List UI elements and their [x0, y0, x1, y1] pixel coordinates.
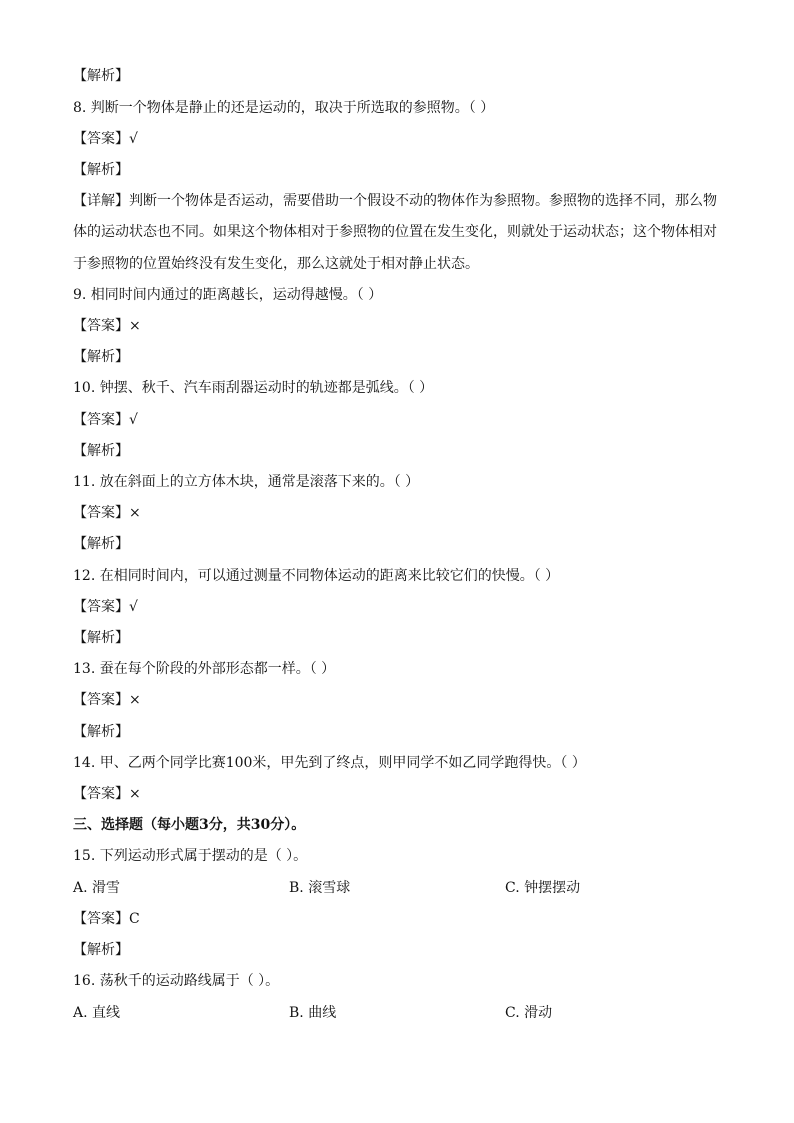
question-15: 15. 下列运动形式属于摆动的是（ ）。: [73, 848, 308, 864]
section-3-heading: 三、选择题（每小题3分，共30分）。: [73, 817, 306, 833]
analysis-label-8: 【解析】: [73, 162, 129, 178]
analysis-label-10: 【解析】: [73, 443, 129, 459]
q15-option-b: B. 滚雪球: [289, 880, 351, 896]
answer-12: 【答案】√: [73, 599, 138, 615]
analysis-label-12: 【解析】: [73, 630, 129, 646]
detail-8-line-1: 【详解】判断一个物体是否运动，需要借助一个假设不动的物体作为参照物。参照物的选择不同，那么物: [73, 193, 717, 209]
q15-option-a: A. 滑雪: [73, 880, 121, 896]
analysis-label-11: 【解析】: [73, 536, 129, 552]
analysis-label-13: 【解析】: [73, 724, 129, 740]
answer-15: 【答案】C: [73, 911, 140, 927]
question-10: 10. 钟摆、秋千、汽车雨刮器运动时的轨迹都是弧线。（ ）: [73, 380, 434, 396]
answer-9: 【答案】×: [73, 318, 141, 334]
answer-14: 【答案】×: [73, 786, 141, 802]
answer-8: 【答案】√: [73, 131, 138, 147]
answer-11: 【答案】×: [73, 505, 141, 521]
question-16: 16. 荡秋千的运动路线属于（ ）。: [73, 973, 280, 989]
question-14: 14. 甲、乙两个同学比赛100米，甲先到了终点，则甲同学不如乙同学跑得快。（ ）: [73, 755, 586, 771]
question-13: 13. 蚕在每个阶段的外部形态都一样。（ ）: [73, 661, 336, 677]
question-11: 11. 放在斜面上的立方体木块，通常是滚落下来的。（ ）: [73, 474, 420, 490]
question-8: 8. 判断一个物体是静止的还是运动的，取决于所选取的参照物。（ ）: [73, 100, 495, 116]
q16-option-c: C. 滑动: [505, 1005, 553, 1021]
answer-13: 【答案】×: [73, 692, 141, 708]
answer-10: 【答案】√: [73, 412, 138, 428]
q15-option-c: C. 钟摆摆动: [505, 880, 581, 896]
analysis-label-9: 【解析】: [73, 349, 129, 365]
detail-8-line-2: 体的运动状态也不同。如果这个物体相对于参照物的位置在发生变化，则就处于运动状态；这个物体相对: [73, 224, 717, 240]
q16-option-b: B. 曲线: [289, 1005, 337, 1021]
analysis-label-7: 【解析】: [73, 68, 129, 84]
question-12: 12. 在相同时间内，可以通过测量不同物体运动的距离来比较它们的快慢。（ ）: [73, 568, 560, 584]
question-9: 9. 相同时间内通过的距离越长，运动得越慢。（ ）: [73, 287, 383, 303]
analysis-label-15: 【解析】: [73, 942, 129, 958]
q16-option-a: A. 直线: [73, 1005, 121, 1021]
detail-8-line-3: 于参照物的位置始终没有发生变化，那么这就处于相对静止状态。: [73, 256, 479, 272]
